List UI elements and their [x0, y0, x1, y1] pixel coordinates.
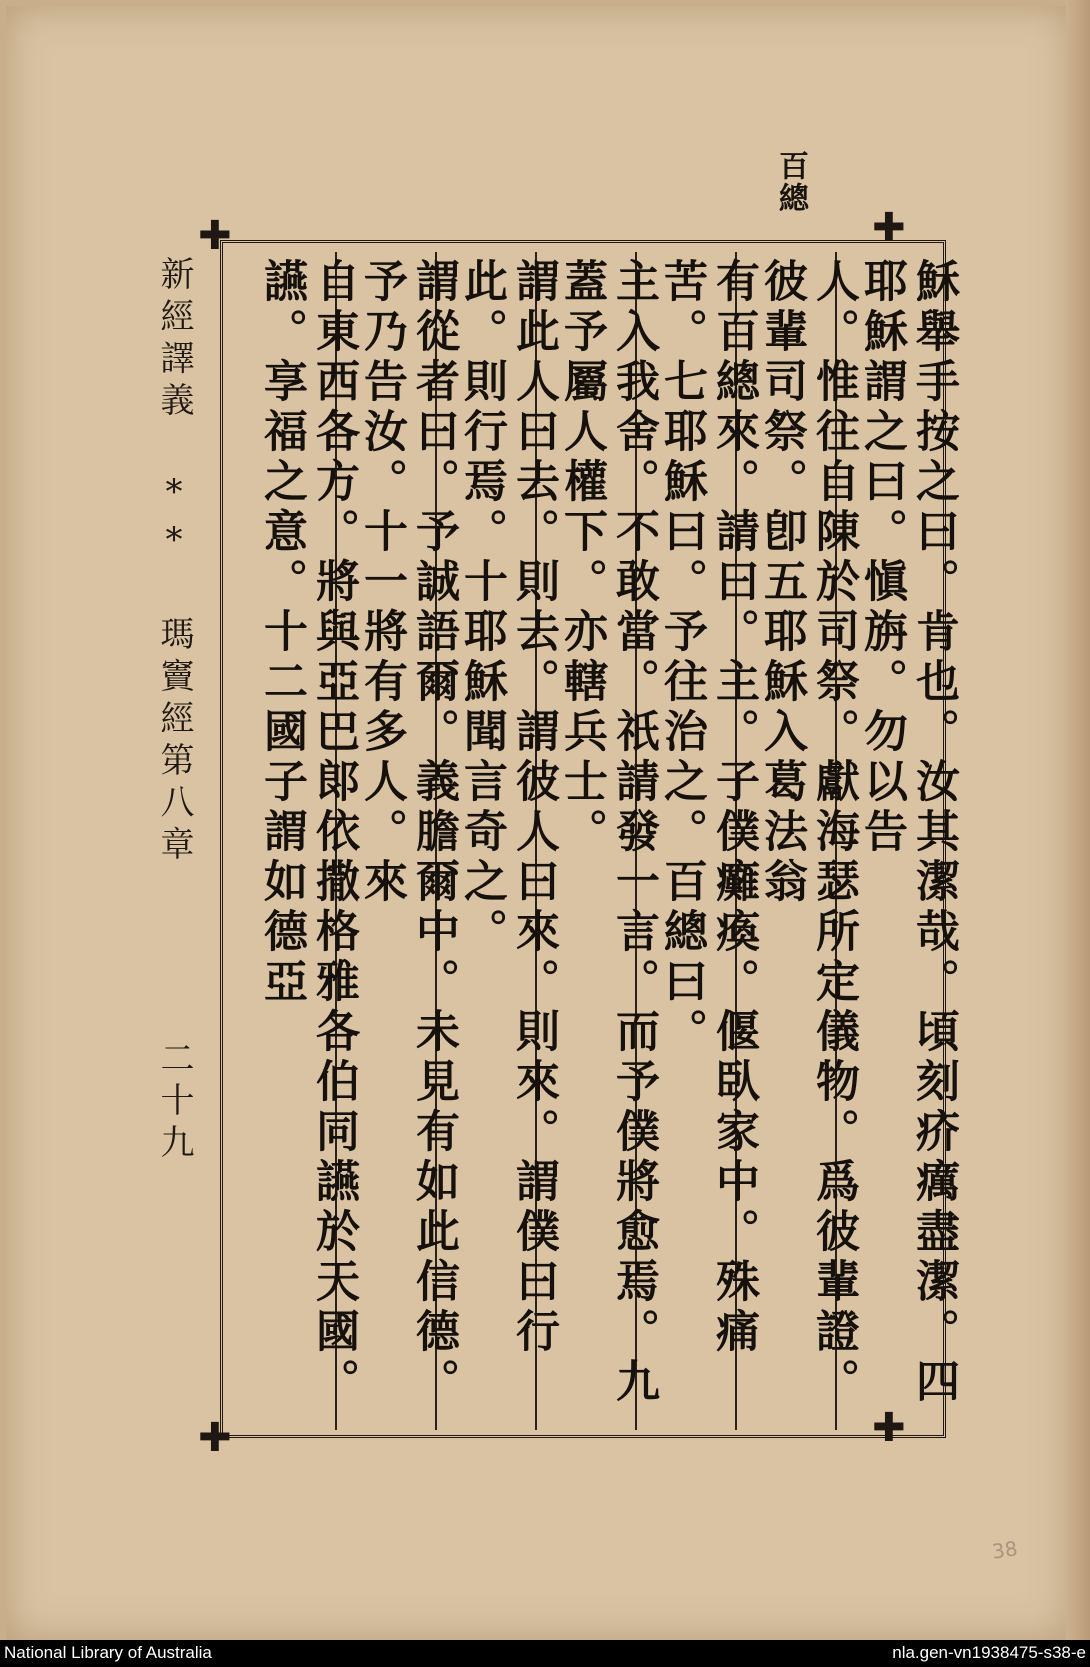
footer-library-name: National Library of Australia	[4, 1643, 212, 1662]
text-column-1: 穌舉手按之曰。肯也。汝其潔哉。頃刻疥癘盡潔。四耶穌謂之曰。愼旃。勿以告	[856, 258, 959, 1408]
running-title: 新經譯義 ** 瑪竇經第八章	[154, 256, 194, 868]
pencil-annotation: 38	[990, 1536, 1019, 1564]
text-column-3: 有百總來。請曰。主。子僕癱瘓。偃臥家中。殊痛苦。七耶穌曰。予往治之。百總曰。	[656, 258, 759, 1358]
page-number: 二十九	[154, 1040, 194, 1166]
corner-ornament-top-left: ✚	[198, 213, 232, 259]
corner-ornament-bottom-right: ✚	[872, 1405, 906, 1451]
footer-bar	[0, 1640, 1090, 1667]
page-edge	[1066, 0, 1090, 1640]
text-column-7: 自東西各方。將與亞巴郞依撒格雅各伯同讌於天國。讌。享福之意。十二國子謂如德亞	[256, 258, 359, 1408]
text-column-4: 主入我舍。不敢當。祇請發一言。而予僕將愈焉。九蓋予屬人權下。亦轄兵士。	[556, 258, 659, 1408]
text-column-5: 謂此人曰去。則去。謂彼人曰來。則來。謂僕曰行此。則行焉。十耶穌聞言奇之。	[456, 258, 559, 1358]
header-keyword: 百總	[773, 150, 808, 214]
corner-ornament-top-right: ✚	[872, 205, 906, 251]
text-column-2: 人。惟往自陳於司祭。獻海瑟所定儀物。爲彼輩證。彼輩司祭。卽五耶穌入葛法翁	[756, 258, 859, 1408]
text-column-6: 謂從者曰。予誠語爾。義膽爾中。未見有如此信德。予乃告汝。十一將有多人。來	[356, 258, 459, 1408]
corner-ornament-bottom-left: ✚	[198, 1415, 232, 1461]
footer-identifier: nla.gen-vn1938475-s38-e	[892, 1643, 1086, 1662]
